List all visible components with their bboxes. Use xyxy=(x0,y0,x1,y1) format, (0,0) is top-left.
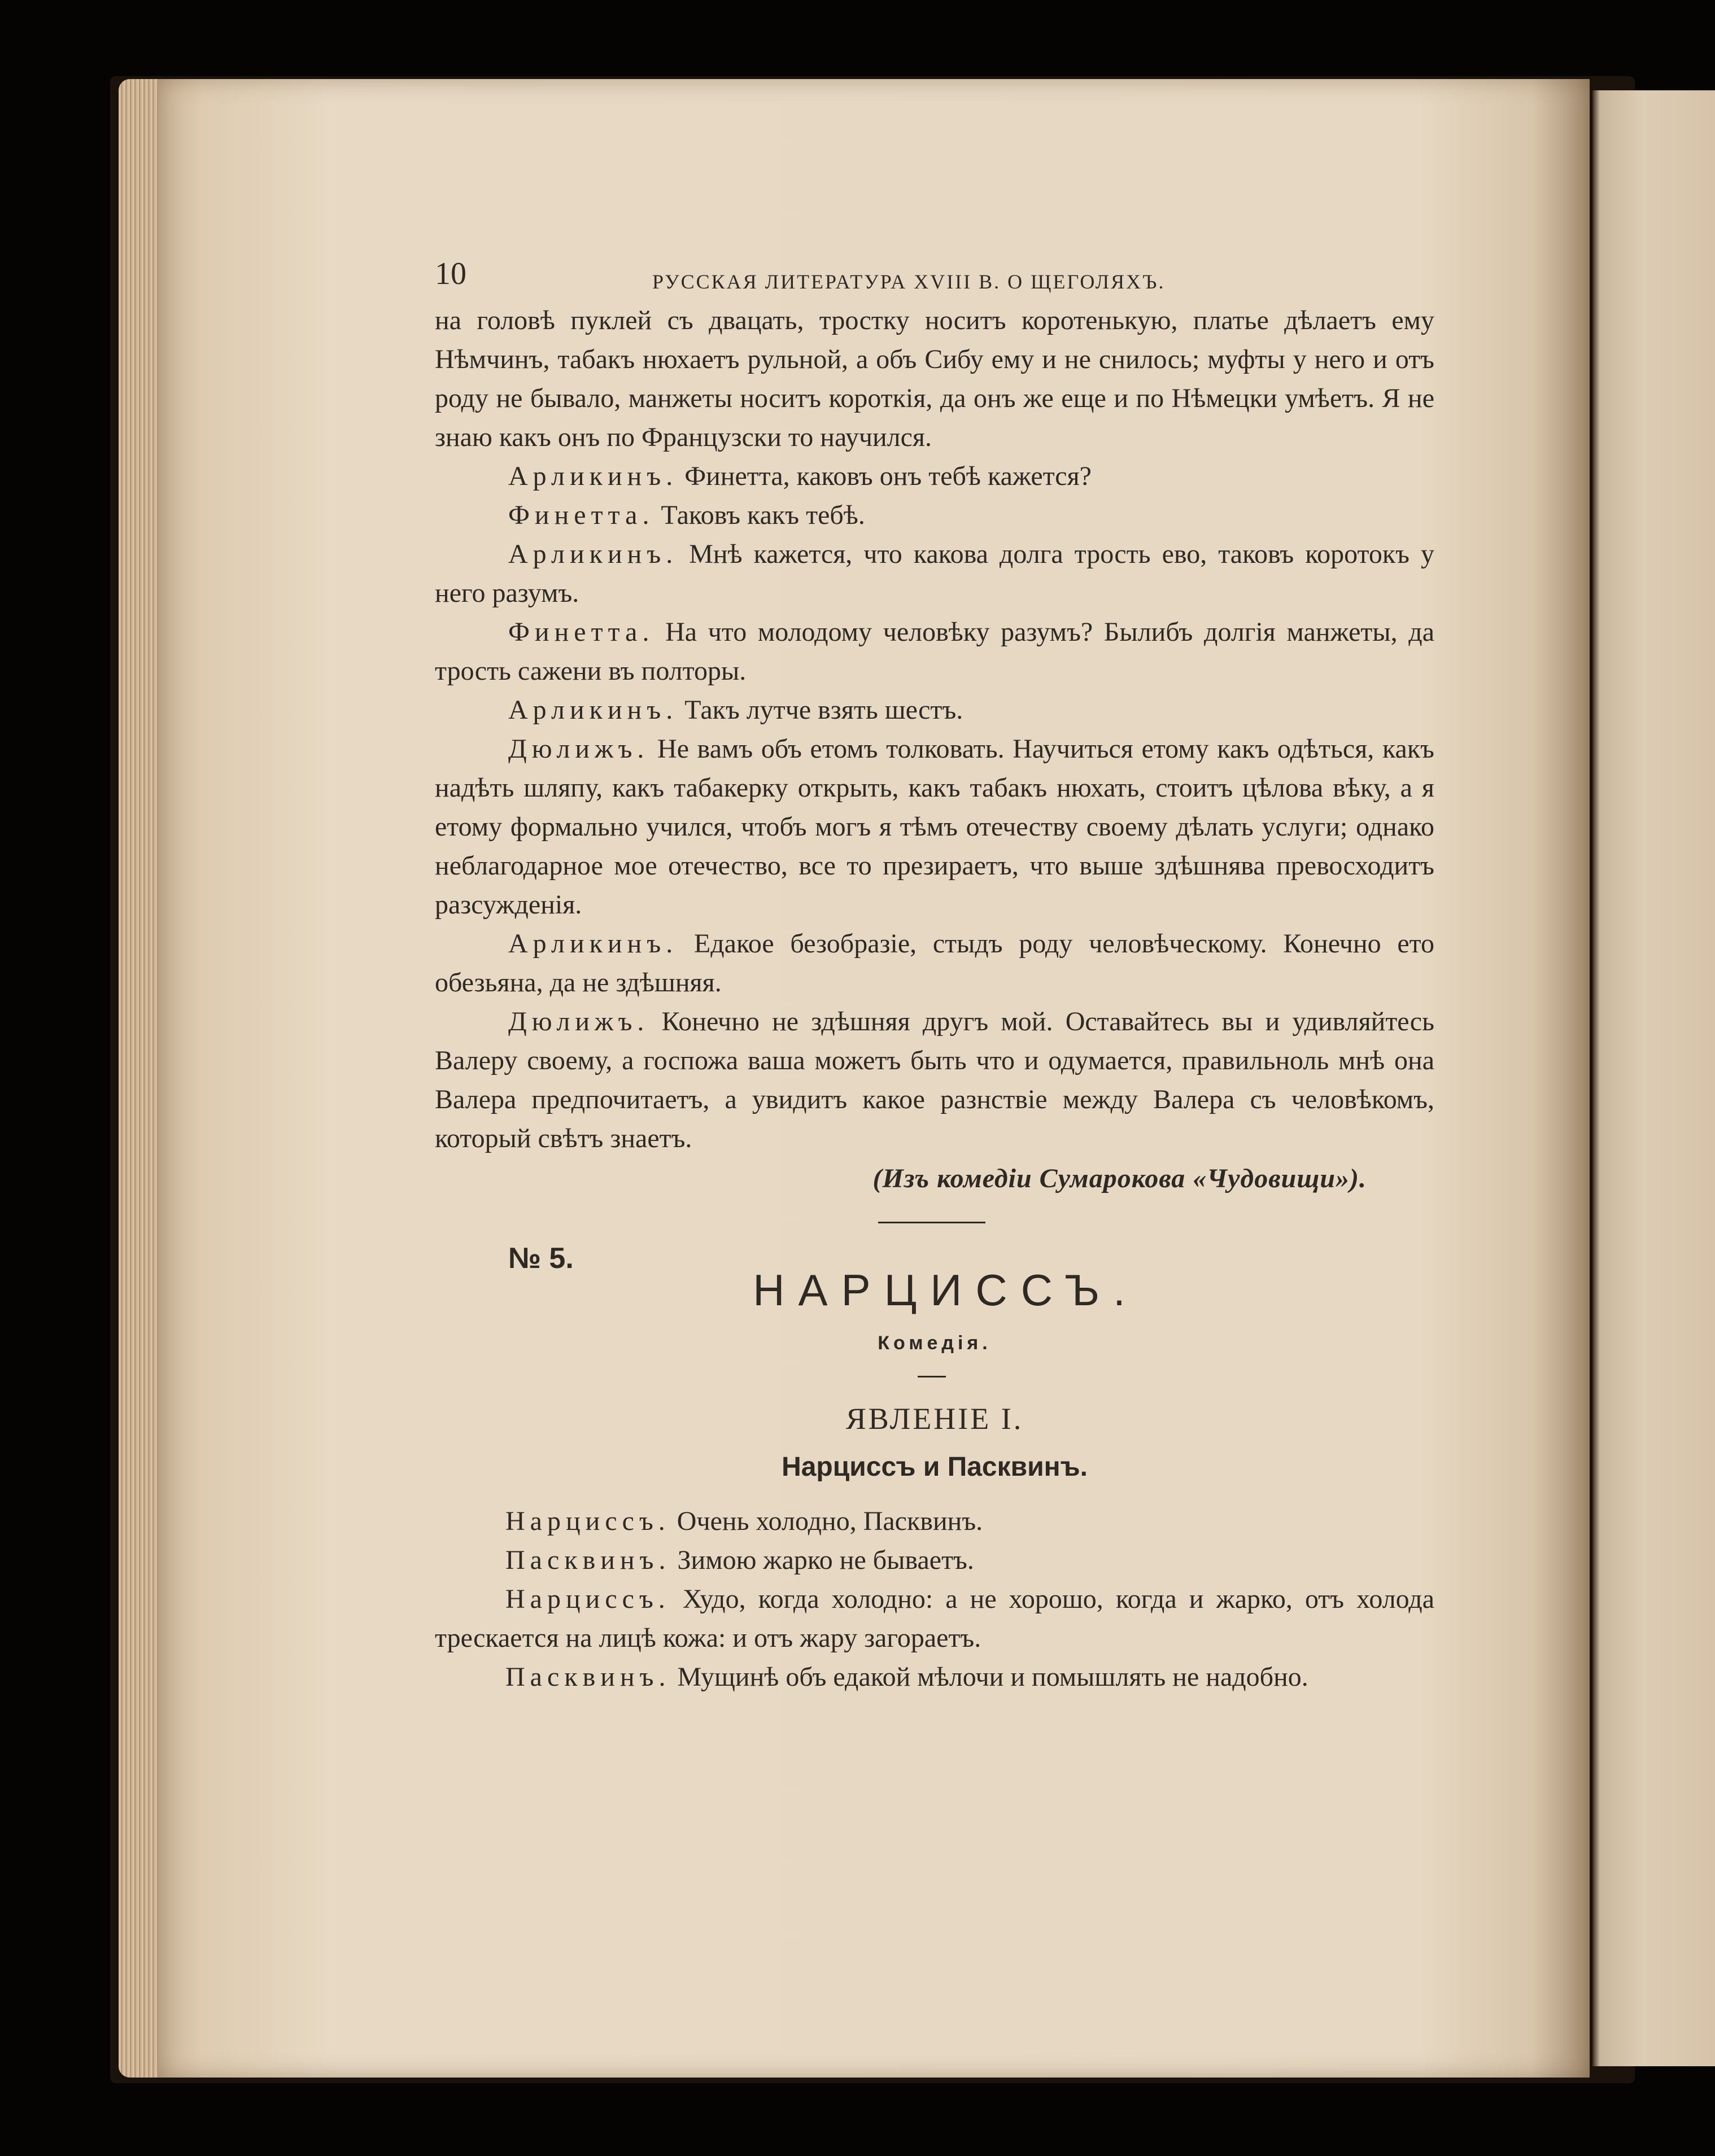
speaker: Арликинъ. xyxy=(508,929,678,959)
dialogue-line xyxy=(435,1002,1434,1158)
dialogue-line xyxy=(435,1580,1434,1658)
running-head xyxy=(435,251,1434,296)
item-number: № 5. xyxy=(508,1242,574,1275)
dialogue-line xyxy=(435,457,1434,496)
speaker: Финетта. xyxy=(508,617,654,647)
speech: Едакое безобразіе, стыдъ роду человѣческому. Конечно ето обезьяна, да не здѣшняя. xyxy=(435,929,1434,998)
speaker: Арликинъ. xyxy=(508,461,678,491)
section-divider xyxy=(878,1222,985,1223)
dialogue-line xyxy=(435,496,1434,535)
dialogue-line xyxy=(435,1541,1434,1580)
speech: Конечно не здѣшняя другъ мой. Оставайтесь вы и удивляйтесь Валеру своему, а госпожа ваша можетъ быть что и одумается, правильноль мнѣ она Валера предпочитаетъ, а увидитъ какое разнствіе между Валера съ человѣкомъ, который свѣтъ знаетъ. xyxy=(435,1007,1434,1153)
speaker: Пасквинъ. xyxy=(505,1545,671,1575)
dialogue-line xyxy=(435,690,1434,729)
speaker: Нарциссъ. xyxy=(505,1506,670,1536)
speech: Такъ лутче взять шестъ. xyxy=(678,695,963,725)
dialogue-line xyxy=(435,613,1434,690)
source-citation: (Изъ комедіи Сумарокова «Чудовищи»). xyxy=(872,1164,1367,1193)
speaker: Дюлижъ. xyxy=(508,734,649,764)
speaker: Финетта. xyxy=(508,500,654,530)
dialogue-line xyxy=(435,729,1434,924)
speech: Мнѣ кажется, что какова долга трость ево, таковъ коротокъ у него разумъ. xyxy=(435,539,1434,608)
running-title: РУССКАЯ ЛИТЕРАТУРА XVIII В. О ЩЕГОЛЯХЪ. xyxy=(652,270,1166,293)
dialogue-line xyxy=(435,1658,1434,1696)
speaker: Дюлижъ. xyxy=(508,1007,649,1037)
dialogue-line xyxy=(435,535,1434,613)
speaker: Арликинъ. xyxy=(508,539,678,569)
speaker: Арликинъ. xyxy=(508,695,678,725)
play-title: НАРЦИССЪ. xyxy=(753,1265,1139,1315)
speaker: Нарциссъ. xyxy=(505,1584,670,1614)
scene-dialogue xyxy=(435,1502,1434,1696)
scene-characters: Нарциссъ и Пасквинъ. xyxy=(782,1452,1088,1482)
speech: Не вамъ объ етомъ толковать. Научиться етому какъ одѣться, какъ надѣть шляпу, какъ табакерку открыть, какъ табакъ нюхать, стоитъ цѣлова вѣку, а я етому формально учился, чтобъ могъ я тѣмъ отечеству своему дѣлать услуги; однако неблагодарное мое отечество, все то презираетъ, что выше здѣшнява превосходитъ разсужденія. xyxy=(435,734,1434,920)
facing-page xyxy=(1592,90,1715,2066)
dialogue-line xyxy=(435,1502,1434,1541)
speech: Мущинѣ объ едакой мѣлочи и помышлять не надобно. xyxy=(670,1662,1308,1692)
title-divider xyxy=(918,1376,946,1377)
page-number: 10 xyxy=(435,256,466,291)
play-subtitle: Комедія. xyxy=(878,1332,992,1354)
paragraph: на головѣ пуклей съ двацать, тростку носитъ коротенькую, платье дѣлаетъ ему Нѣмчинъ, табакъ нюхаетъ рульной, а объ Сибу ему и не снилось; муфты у него и отъ роду не бывало, манжеты носитъ короткія, да онъ же еще и по Нѣмецки умѣетъ. Я не знаю какъ онъ по Французски то научился. xyxy=(435,305,1434,452)
dialogue-line xyxy=(435,924,1434,1002)
speech: На что молодому человѣку разумъ? Былибъ долгія манжеты, да трость сажени въ полторы. xyxy=(435,617,1434,686)
speech: Таковъ какъ тебѣ. xyxy=(654,500,865,530)
page-content xyxy=(435,251,1434,1696)
speech: Очень холодно, Пасквинъ. xyxy=(670,1506,983,1536)
scene-heading: ЯВЛЕНІЕ I. xyxy=(845,1402,1024,1436)
speaker: Пасквинъ. xyxy=(505,1662,671,1692)
speech: Худо, когда холодно: а не хорошо, когда и жарко, отъ холода трескается на лицѣ кожа: и отъ жару загораетъ. xyxy=(435,1584,1434,1653)
speech: Зимою жарко не бываетъ. xyxy=(670,1545,974,1575)
speech: Финетта, каковъ онъ тебѣ кажется? xyxy=(678,461,1092,491)
